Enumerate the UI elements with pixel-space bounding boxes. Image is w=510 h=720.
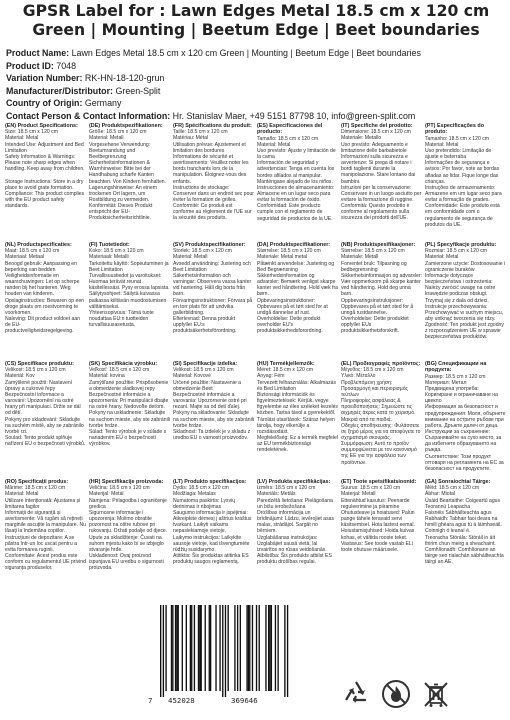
spec-section-it: (IT) Specifiche del prodotto: Dimensione: 18.5 cm x 120 cm Materiale: Metallo Uso previsto: Adeguamento e limitazione delle barbabietole Informazioni sulla sicurezza e avvertenze: Si prega di notare i bordi taglienti durante la manipolazione. Stare lontano dai bambini. Istruzioni per la conservazione: Conservare in un luogo asciutto per evitare la formazione di ruggine. Conformità: Questo prodotto è conforme al regolamento sulla sicurezza dei prodotti dell'UE. xyxy=(341,123,422,222)
no-waste-bin-icon xyxy=(420,678,452,710)
spec-section-da: (DA) Produktspecifikationer: Størrelse: 18.5 cm x 120 cm Materiale: Metal metal Påtænkt anvendelse: Justering og Bed Begrænsning Sikkerhedsinformation og advarsler: Bemærk venligst skarpe kanter ved håndtering. Hold væk fra børn. Opbevaringsinstruktioner: Opbevares på et tørt sted for at undgå dannelse af rust. Overholdelse: Dette produkt overholder EU's produktsikkerhedsforordning. xyxy=(257,242,338,335)
info-row-product-name: Product Name: Lawn Edges Metal 18.5 cm x 120 cm Green | Mounting | Beetum Edge | Beet boundaries xyxy=(6,48,421,58)
barcode-bar xyxy=(190,605,191,691)
barcode-bar xyxy=(252,605,253,691)
barcode-bar xyxy=(222,605,223,697)
barcode-bar xyxy=(199,605,200,691)
barcode-bar xyxy=(275,605,276,691)
product-info xyxy=(6,47,506,123)
spec-section-de: (DE) Produktspezifikationen: Größe: 18.5 cm x 120 cm Material: Metall Vorgesehene Verwendung: Beetumrandung und Beetbegrenzung Sicherheitsinformationen & Warnhinweise: Bitte bei der Handhabung scharfe Kanten beachten. Von Kindern fernhalten. Lagerungshinweise: An einem trockenen Ort lagern, um Rostbildung zu vermeiden. Konformität: Dieses Produkt entspricht der EU-Produktsicherheitsrichtlinie. xyxy=(89,123,167,222)
barcode-bar xyxy=(219,605,220,691)
barcode-bar xyxy=(160,605,161,697)
barcode-bar xyxy=(178,605,179,691)
spec-section-et: (ET) Toote spetsifikatsioonid: Suurus: 18.5 cm x 120 cm Materjal: Metall Ettenähtud kasutus: Peenarde reguleerimine ja piiramine Ohutusteave ja hoiatused: Palun pange tähele teravaid servi käsitsemisel. Hoia lastest eemal. Hoiustamisjuhised: Hoida kuivas kohas, et vältida rooste teket. Vastavus: See toode vastab ELi toote ohutuse määrusele. xyxy=(341,479,417,553)
barcode-digits-right: 369646 xyxy=(231,696,258,705)
label-footer xyxy=(0,597,510,720)
barcode-bar xyxy=(172,605,173,691)
barcode-bar xyxy=(234,605,235,691)
barcode-bar xyxy=(268,605,269,691)
barcode-digit-first: 7 xyxy=(148,696,153,705)
spec-section-lt: (LT) Produkto specifikacijos: Dydis: 18.5 cm x 120 cm Medžiaga: Metalas Numatoma paskirtis: Lysvių derinimas ir ribojimas Saugumo informacija ir įspėjimai: Atkreipkite dėmesį į aštrius kraštus tvarkant. Laikyti vaikams nepasiekiamoje vietoje. Laikymo instrukcijos: Laikykite sausoje vietoje, kad išvengtumėte rūdžių susidarymo. Atitiktis: Šis produktas atitinka ES produktų saugos reglamentą. xyxy=(173,479,252,566)
barcode-bar xyxy=(194,605,195,691)
spec-section-en: (EN) Product Specifications: Size: 18.5 cm x 120 cm Material: Metal Intended Use: Adjustment and Bed Limitation Safety Information & Warnings: Please note sharp edges when handling. Keep away from children. Storage Instructions: Store in a dry place to avoid grate formation. Compliance: This product complies with the EU product safety standards. xyxy=(5,123,85,210)
barcode-bar xyxy=(198,605,199,691)
barcode-bar xyxy=(277,605,278,691)
barcode-bar xyxy=(248,605,249,691)
barcode-bar xyxy=(284,605,285,697)
spec-section-nl: (NL) Productspecificaties: Maat: 18.5 cm x 120 cm Materiaal: Metaal Beoogd gebruik: Aanpassing en beperking van bedden Veiligheidsinformatie en waarschuwingen: Let op scherpe randen bij het hanteren. Weg houden van kinderen. Opslaginstructies: Bewaren op een droge plaats om roestvorming te voorkomen. Naleving: Dit product voldoet aan de EU-productveiligheidsregelgeving. xyxy=(5,242,84,335)
barcode-bar xyxy=(225,605,226,697)
page-title: GPSR Label for : Lawn Edges Metal 18.5 cm x 120 cm Green | Mounting | Beetum Edge | Beet boundaries xyxy=(22,2,490,39)
specifications-grid xyxy=(4,123,508,597)
barcode-bar xyxy=(163,605,164,697)
recycling-icon xyxy=(340,678,372,710)
info-row-contact-person: Contact Person & Contact Information: Hr. Stanislav Maer, +49 5151 87798 10, info@green-split.com xyxy=(6,110,416,121)
spec-section-bg: (BG) Спецификации на продукта: Размер: 18.5 cm x 120 cm Материал: Метал Предвидена употреба: Коригиране и ограничаване на цвекло Информация за безопасност и предупреждения: Моля, обърнете внимание на острите ръбове при работа. Дръжте далеч от деца. Инструкции за съхранение: Съхранявайте на сухо място, за да избегнете образуването на ръжда. Съответствие: Този продукт отговаря на регламента на ЕС за безопасност на продуктите. xyxy=(425,361,506,472)
spec-section-pt: (PT) Especificações do produto: Tamanho: 18.5 cm x 120 cm Material: Metal Uso pretendido: Limitação de ajuste e beterraba Informações de segurança e avisos: Por favor, note as bordas afiadas ao lidar. Fique longe das crianças. Instruções de armazenamento: Armazene em um lugar seco para evitar a formação de grades. Conformidade: Este produto está em conformidade com o regulamento de segurança de produtos da UE. xyxy=(425,123,502,228)
spec-section-ga: (GA) Sonraíochtaí Táirge: Méid: 18.5 cm x 120 cm Ábhar: Miotal Úsáid Beartaithe: Coigeartú agus Teorannú Leapacha Faisnéis Sábháilteachta agus Rabhaidh: Tabhair faoi deara na himill ghéara agus tú á láimhseáil. Coinnigh ó leanaí é. Treoracha Stórála: Stóráil in áit thirim chun meirg a sheachaint. Comhlíonadh: Comhlíonann an táirge seo rialachán sábháilteachta táirgí an AE. xyxy=(425,479,504,566)
barcode-bar xyxy=(249,605,250,691)
barcode-bar xyxy=(271,605,272,691)
ean-barcode xyxy=(148,605,298,708)
spec-section-es: (ES) Especificaciones del producto: Tamaño: 18.5 cm x 120 cm Material: Metal Uso previsto: Ajuste y limitación de la cama Información de seguridad y advertencias: Tenga en cuenta los bordes afilados al manipular. Manténgase alejado de los niños. Instrucciones de almacenamiento: Almacene en un lugar seco para evitar la formación de óxido. Conformidad: Este producto cumple con el reglamento de seguridad de productos de la UE. xyxy=(257,123,336,222)
barcode-bar xyxy=(175,605,176,691)
info-row-product-id: Product ID: 7048 xyxy=(6,60,77,71)
barcode-bar xyxy=(265,605,266,691)
spec-section-lv: (LV) Produkta specifikācijas: Izmērs: 18.5 cm x 120 cm Materiāls: Metāls Paredzētā lietošana: Pielāgošana un bišu ierobežošana Drošības informācija un brīdinājumi: Lūdzu, ievērojiet asas malas, strādājot. Sargāt no bērniem. Uzglabāšanas instrukcijas: Uzglabājiet sausā vietā, lai izvairītos no rūsas veidošanās. Atbilstība: Šis produkts atbilst ES produktu drošības regulai. xyxy=(257,479,335,566)
barcode-bar xyxy=(287,605,288,697)
barcode-bar xyxy=(269,605,270,691)
spec-section-fr: (FR) Spécifications du produit: Taille: 18.5 cm x 120 cm Matériau: Métal Utilisation prévue: Ajustement et limitation des bordures Informations de sécurité et avertissements: Veuillez noter les bords tranchants lors de la manipulation. Éloignez-vous des enfants. Instructions de stockage: Conserver dans un endroit sec pour éviter la formation de grilles. Conformité: Ce produit est conforme au règlement de l'UE sur la sécurité des produits. xyxy=(173,123,254,222)
no-burning-icon xyxy=(380,678,412,710)
info-row-manufacturer: Manufacturer/Distributor: Green-Split xyxy=(6,85,161,96)
spec-section-cs: (CS) Specifikace produktu: Velikost: 18.5 cm x 120 cm Materiál: Kov Zamýšlené použití: Nastavení úpravy a cukrové řepy Bezpečnostní informace a varování: Upozornění na ostré hrany při manipulaci. Držte se dál od dětí. Pokyny pro skladování: Skladujte na suchém místě, aby se zabránilo tvorbě rzi. Soulad: Tento produkt splňuje nařízení EU o bezpečnosti výrobků. xyxy=(5,361,86,448)
spec-section-fi: (FI) Tuotetiedot: Koko: 18.5 cm x 120 cm Materiaali: Metalli Tarkoitettu käyttö: Sopeutuminen ja Beet Limitation Turvallisuustiedot ja varoitukset: Huomaa terävät reunat käsitellessäsi. Pysy erossa lapsista. Säilytysohjeet: Säilytä kuivassa paikassa kiiltävän muodostumisen välttämiseksi. Yhteensopivuus: Tämä tuote noudattaa EU:n tuotteiden turvallisuusasetusta. xyxy=(89,242,170,329)
barcode-bar xyxy=(256,605,257,691)
barcode-digits-left: 452028 xyxy=(168,696,195,705)
barcode-digits xyxy=(148,696,298,708)
barcode-bar xyxy=(246,605,247,691)
spec-section-si: (SI) Specifikacije izdelka: Velikost: 18.5 cm x 120 cm Material: Kovové Určené použitie: Nastavenie a obmedzenie Beet Bezpečnostné informácie a varovania: Upozornenie ostré pri rezaní. Majte sa od detí ďalej. Pokyny na skladovanie: Skladujte na suchom mieste, aby ste zabránili tvorbe hrdze. Skladnost: Ta izdelek je v skladu z uredbo EU o varnosti proizvodov. xyxy=(173,361,254,442)
barcode-bar xyxy=(215,605,216,691)
barcode-bar xyxy=(259,605,260,691)
info-row-country-of-origin: Country of Origin: Germany xyxy=(6,98,122,109)
barcode-bar xyxy=(165,605,166,691)
barcode-bar xyxy=(210,605,211,691)
barcode-bar xyxy=(176,605,177,691)
barcode-bar xyxy=(240,605,241,691)
spec-section-el: (EL) Προδιαγραφές προϊόντος: Μέγεθος: 18.5 cm x 120 cm Υλικό: Μέταλλο Προβλεπόμενη χρήση: Προσαρμογή και περιορισμός τεύτλων Πληροφορίες ασφάλειας & προειδοποιήσεις: Σημειώστε τις αιχμηρές άκρες κατά το χειρισμό. Μακριά από τα παιδιά. Οδηγίες αποθήκευσης: Φυλάσσετε σε ξηρό μέρος για να αποφύγετε το σχηματισμό σκουριάς. Συμμόρφωση: Αυτό το προϊόν συμμορφώνεται με τον κανονισμό της ΕΕ για την ασφάλεια των προϊόντων. xyxy=(341,361,421,466)
barcode-bar xyxy=(182,605,183,691)
spec-section-sk: (SK) Špecifikácia výrobku: Veľkosť: 18.5 cm x 120 cm Materiál: kovina Zamýšľané použitie: Prispôsobenie a obmedzenie sladkovej repy Bezpečnostné informácie a upozornenia: Pri manipulácii dbajte na ostré hrany. Nedovoľte deťom. Pokyny na uskladnenie: Skladujte na suchom mieste, aby ste zabránili tvorbe hrdze. Súlad: Tento výrobok je v súlade s nariadením EÚ o bezpečnosti výrobkov. xyxy=(89,361,170,448)
spec-section-hr: (HR) Specifikacije proizvoda: Veličina: 18.5 cm x 120 cm Materijal: Metal Namjena: Prilagodba i ograničenje gredica Sigurnosne informacije i upozorenja: Molimo obratite pozornost na oštre rubove pri rukovanju. Držati podalje od djece. Upute za skladištenje: Čuvati na suhom mjestu kako bi se izbjeglo stvaranje hrđe. Usklađenost: Ovaj proizvod ispunjava EU uredbu o sigurnosti proizvoda. xyxy=(89,479,168,572)
spec-section-pl: (PL) Specyfikacje produktu: Rozmiar: 18.5 cm x 120 cm Materiał: Metal Zamierzone użycie: Dostosowanie i ograniczenie buraków Informacje dotyczące bezpieczeństwa i ostrzeżenia: Należy zwrócić uwagę na ostre krawędzie podczas obsługi. Trzymaj się z dala od dzieci. Instrukcje przechowywania: Przechowywać w suchym miejscu, aby uniknąć tworzenia się rdzy. Zgodność: Ten produkt jest zgodny z rozporządzeniem UE w sprawie bezpieczeństwa produktów. xyxy=(425,242,506,341)
barcode-bar xyxy=(186,605,187,691)
barcode-bar xyxy=(209,605,210,691)
barcode-bar xyxy=(205,605,206,691)
info-row-variation-number: Variation Number: RK-HN-18-120-grun xyxy=(6,73,165,84)
spec-section-hu: (HU) Termékjellemzők: Méret: 18.5 cm x 120 cm Anyag: Fém Tervezett felhasználás: Alkalmazás és Bed Limitation Biztonsági információk és figyelmeztetések: Kérjük, vegye figyelembe az éles széleket kezelés közben. Tartsa távol a gyerekektől. Tárolási utasítások: Száraz helyen tárolja, hogy elkerülje a rozsdásodást. Megfelelőség: Ez a termék megfelel az EU termékbiztonsági rendeletének. xyxy=(257,361,338,454)
barcode-bar xyxy=(171,605,172,691)
barcode-bar xyxy=(191,605,192,691)
barcode-bar xyxy=(228,605,229,691)
barcode-bar xyxy=(201,605,202,691)
barcode-bar xyxy=(237,605,238,691)
spec-section-nb: (NB) Produktspesifikasjoner: Størrelse: 18.5 cm x 120 cm Materiale: Metall Forventet bruk: Tilpasning og bedbegrensning Sikkerhetsinformasjon og advarsler: Vær oppmerksom på skarpe kanter ved håndtering. Hold deg unna barn. Oppbevaringsinstruksjoner: Oppbevares på et tørt sted for å unngå rustdannelse. Overholdelse: Dette produktet oppfyller EUs produktsikkerhetsforskrift. xyxy=(341,242,422,335)
spec-section-ro: (RO) Specificații produs: Mărime: 18.5 cm x 120 cm Material: Metal Utilizare intenționată: Ajustarea și limitarea fagilor Informații de siguranță și avertismente: Vă rugăm să rețineți marginile ascuțite la manipulare. Nu lăsați la îndemâna copiilor. Instrucțiuni de depozitare: A se păstra într-un loc uscat pentru a evita formarea ruginii. Conformitate: Acest produs este conform cu regulamentul UE privind siguranța produselor. xyxy=(5,479,86,572)
spec-section-sv: (SV) Produktspecifikationer: Storlek: 18.5 cm x 120 cm Material: Metall Avsedd användning: Justering och Beet Limitation Säkerhetsinformation och varningar: Observera vassa kanter vid hantering. Håll dig borta från barn. Förvaringsinstruktioner: Förvara på en torr plats för att undvika gallerbildning. Efterlevnad: Denna produkt uppfyller EU:s produktsäkerhetsförordning. xyxy=(173,242,253,335)
barcode-bars xyxy=(148,605,298,697)
